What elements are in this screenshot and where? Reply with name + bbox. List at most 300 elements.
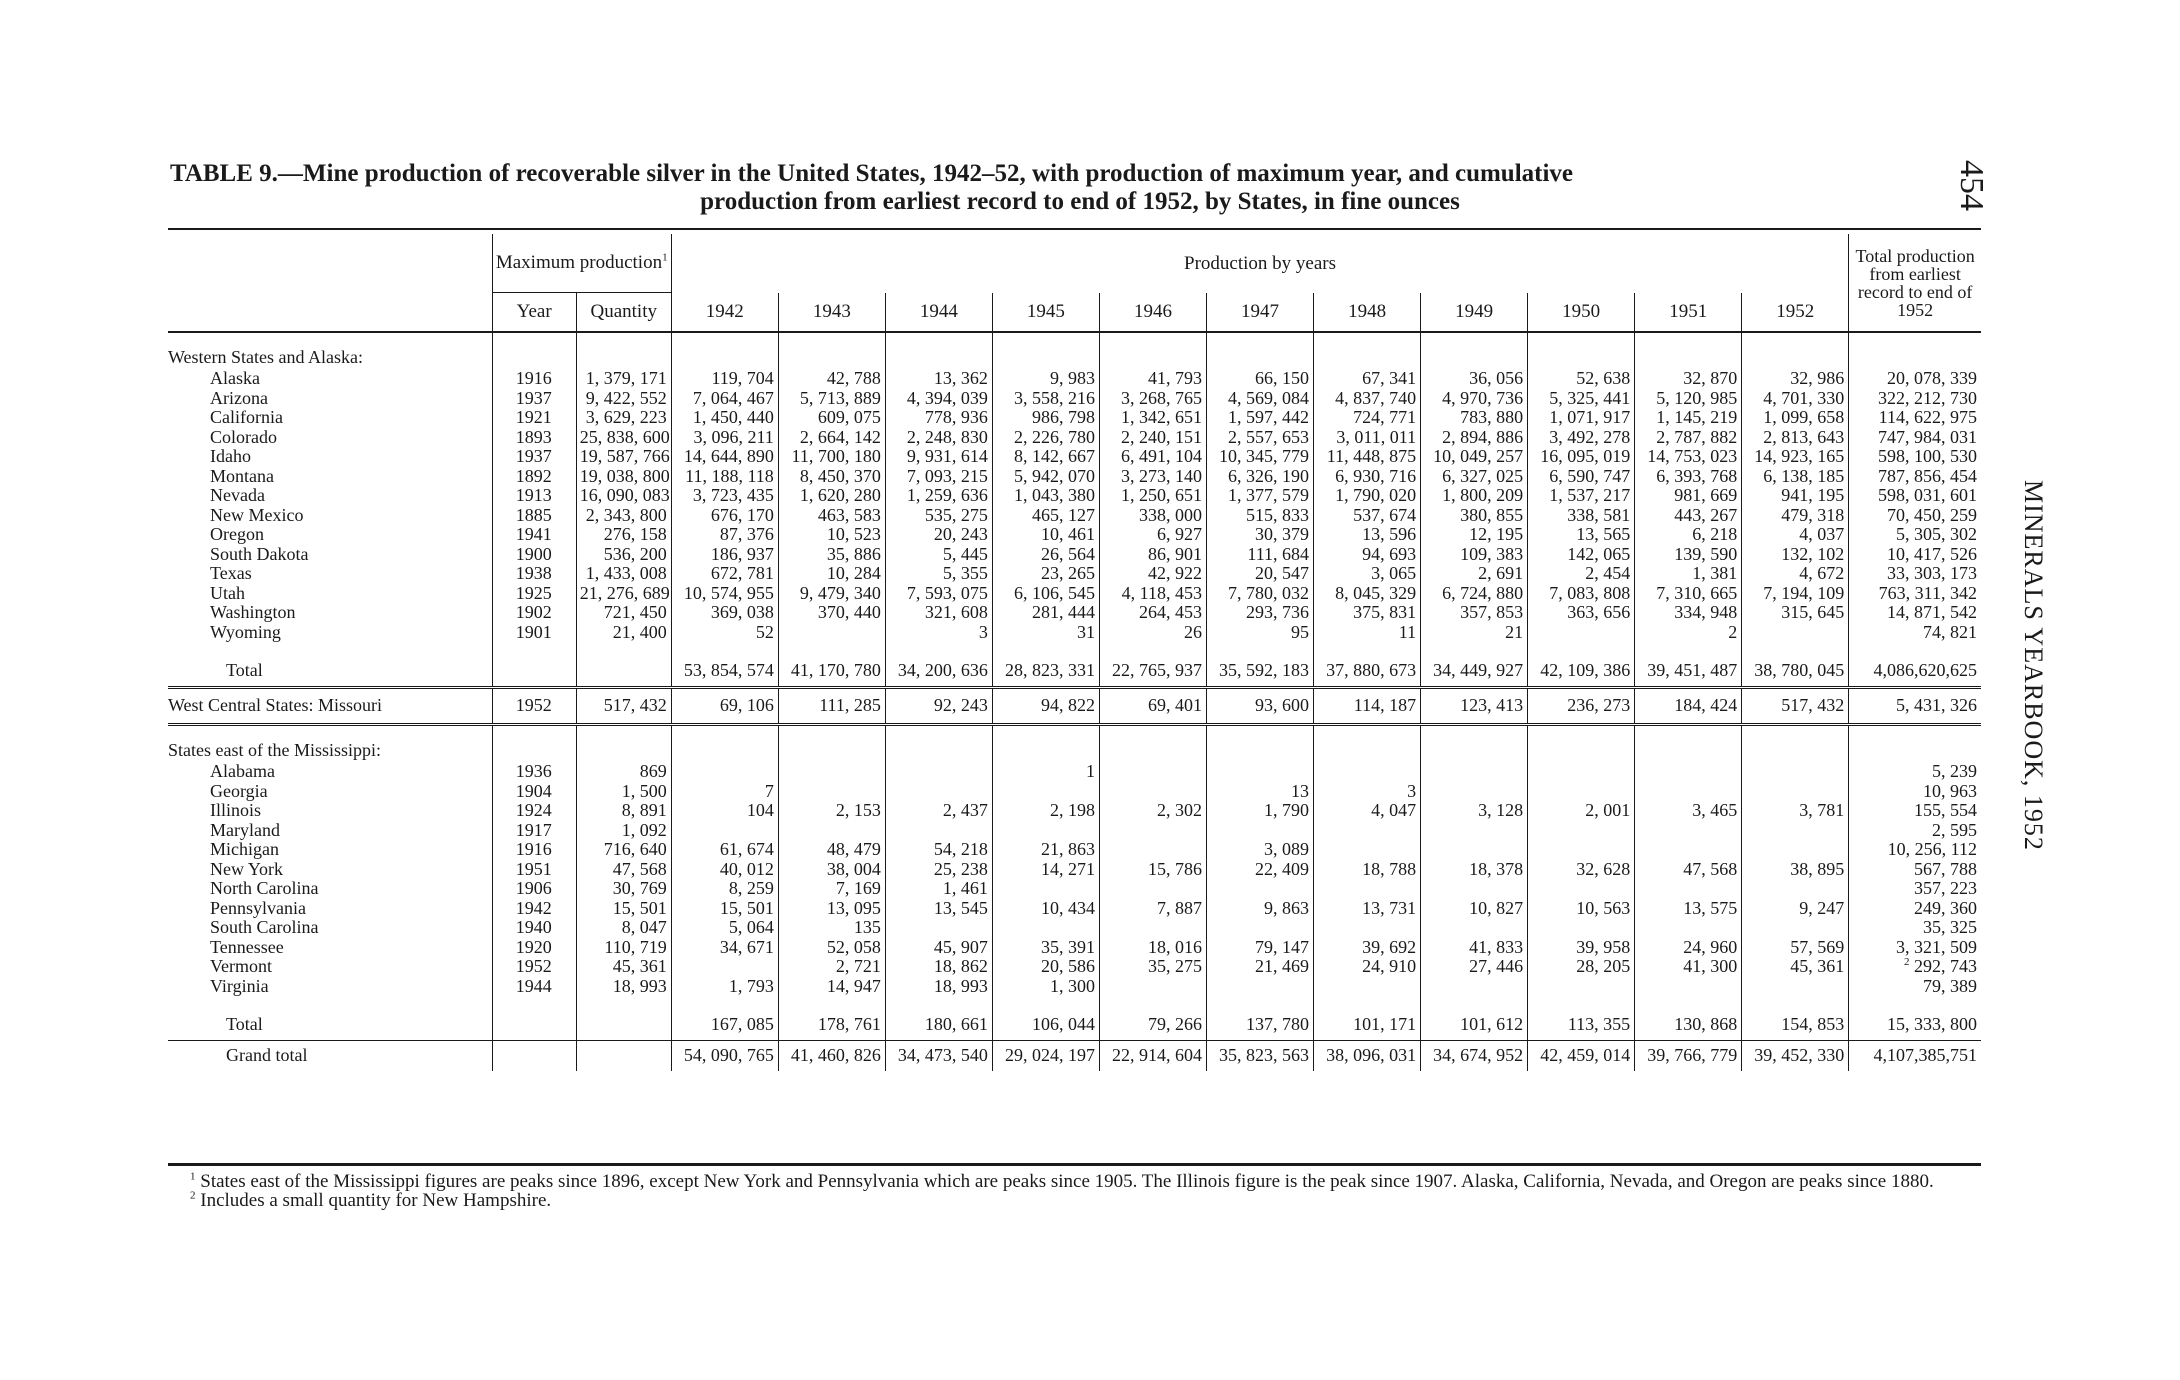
- state-name: Colorado: [210, 427, 277, 447]
- value-1942: 1, 793: [671, 977, 778, 997]
- table-row: [168, 918, 1981, 938]
- value-1945: 31: [992, 623, 1099, 643]
- empty-cell: [778, 347, 885, 369]
- value-1951: [1635, 977, 1742, 997]
- header-year-1946: 1946: [1099, 293, 1206, 333]
- empty-cell: [1099, 996, 1206, 1010]
- cumulative-total: 322, 212, 730: [1849, 389, 1981, 409]
- value-1951: 47, 568: [1635, 860, 1742, 880]
- header-year-1951: 1951: [1635, 293, 1742, 333]
- state-name: Illinois: [210, 801, 262, 820]
- max-year: 1904: [492, 782, 576, 802]
- value-1950: 6, 590, 747: [1528, 467, 1635, 487]
- value-1942: 7: [671, 782, 778, 802]
- value-1952: 7, 194, 109: [1742, 584, 1849, 604]
- empty-cell: [1742, 642, 1849, 656]
- cumulative-total: 3, 321, 509: [1849, 938, 1981, 958]
- value-1949: 1, 800, 209: [1421, 486, 1528, 506]
- value-1951: [1635, 840, 1742, 860]
- value-1945: 281, 444: [992, 603, 1099, 623]
- empty-cell: [1849, 332, 1981, 347]
- empty-cell: [1207, 996, 1314, 1010]
- value-1948: 3, 011, 011: [1314, 428, 1421, 448]
- max-year: 1952: [492, 688, 576, 725]
- state-name: North Carolina: [210, 879, 319, 898]
- empty-cell: [576, 642, 671, 656]
- east-total-row: [168, 1010, 1981, 1041]
- east-total-row-cumulative: 15, 333, 800: [1849, 1010, 1981, 1041]
- empty-cell: [1849, 725, 1981, 741]
- max-year: 1920: [492, 938, 576, 958]
- value-1948: 4, 047: [1314, 801, 1421, 821]
- cumulative-total: 598, 031, 601: [1849, 486, 1981, 506]
- cumulative-total: 357, 223: [1849, 879, 1981, 899]
- value-1949: 12, 195: [1421, 525, 1528, 545]
- cumulative-total: 2, 595: [1849, 821, 1981, 841]
- value-1947: [1207, 918, 1314, 938]
- max-quantity: 25, 838, 600: [576, 428, 671, 448]
- value-1945: 2, 226, 780: [992, 428, 1099, 448]
- value-1944: 18, 993: [885, 977, 992, 997]
- max-year: 1921: [492, 408, 576, 428]
- state-name: Vermont: [210, 957, 272, 976]
- value-1945: 3, 558, 216: [992, 389, 1099, 409]
- empty-cell: [1849, 740, 1981, 762]
- western-total-row-value: 28, 823, 331: [992, 656, 1099, 688]
- cumulative-total: 155, 554: [1849, 801, 1981, 821]
- value-1945: [992, 918, 1099, 938]
- header-maximum-production: Maximum production$^1$: [492, 234, 671, 293]
- value-1951: [1635, 918, 1742, 938]
- east-total-row-value: 101, 612: [1421, 1010, 1528, 1041]
- east-total-row-value: 154, 853: [1742, 1010, 1849, 1041]
- empty-cell: [1421, 347, 1528, 369]
- empty-cell: [1207, 740, 1314, 762]
- empty-cell: [1421, 332, 1528, 347]
- value-1945: [992, 821, 1099, 841]
- table-row: [168, 506, 1981, 526]
- value-1952: 315, 645: [1742, 603, 1849, 623]
- value-1952: [1742, 879, 1849, 899]
- header-year-1942: 1942: [671, 293, 778, 333]
- value-1952: 132, 102: [1742, 545, 1849, 565]
- empty-cell: [492, 347, 576, 369]
- value-1948: 8, 045, 329: [1314, 584, 1421, 604]
- value-1942: 104: [671, 801, 778, 821]
- value-1952: [1742, 977, 1849, 997]
- empty-cell: [1849, 642, 1981, 656]
- value-1943: 10, 523: [778, 525, 885, 545]
- max-year: 1937: [492, 389, 576, 409]
- value-1945: 5, 942, 070: [992, 467, 1099, 487]
- value-1945: [992, 782, 1099, 802]
- grand-total-row-value: 39, 452, 330: [1742, 1041, 1849, 1072]
- value-1951: [1635, 821, 1742, 841]
- grand-total-row-value: 54, 090, 765: [671, 1041, 778, 1072]
- max-quantity: 716, 640: [576, 840, 671, 860]
- empty-cell: [1635, 347, 1742, 369]
- grand-total-row-value: 34, 674, 952: [1421, 1041, 1528, 1072]
- empty-cell: [1528, 725, 1635, 741]
- value-1951: 184, 424: [1635, 688, 1742, 725]
- empty-cell: [492, 332, 576, 347]
- cumulative-total: 5, 239: [1849, 762, 1981, 782]
- value-1952: 14, 923, 165: [1742, 447, 1849, 467]
- value-1946: 338, 000: [1099, 506, 1206, 526]
- value-1948: [1314, 762, 1421, 782]
- empty-cell: [1314, 725, 1421, 741]
- max-quantity: 1, 433, 008: [576, 564, 671, 584]
- value-1949: [1421, 918, 1528, 938]
- value-1950: 5, 325, 441: [1528, 389, 1635, 409]
- state-name: Oregon: [210, 525, 264, 544]
- value-1947: 515, 833: [1207, 506, 1314, 526]
- value-1949: 3, 128: [1421, 801, 1528, 821]
- value-1952: 517, 432: [1742, 688, 1849, 725]
- value-1947: 1, 597, 442: [1207, 408, 1314, 428]
- empty-cell: [1849, 996, 1981, 1010]
- max-quantity: 8, 891: [576, 801, 671, 821]
- empty-cell: [492, 656, 576, 688]
- max-quantity: 16, 090, 083: [576, 486, 671, 506]
- cumulative-total: 747, 984, 031: [1849, 428, 1981, 448]
- empty-cell: [671, 642, 778, 656]
- value-1945: 6, 106, 545: [992, 584, 1099, 604]
- value-1948: 67, 341: [1314, 369, 1421, 389]
- empty-cell: [885, 332, 992, 347]
- value-1951: [1635, 879, 1742, 899]
- value-1943: 13, 095: [778, 899, 885, 919]
- max-year: 1902: [492, 603, 576, 623]
- value-1948: 13, 731: [1314, 899, 1421, 919]
- state-name: Virginia: [210, 976, 269, 996]
- max-quantity: 9, 422, 552: [576, 389, 671, 409]
- value-1947: 30, 379: [1207, 525, 1314, 545]
- value-1947: 2, 557, 653: [1207, 428, 1314, 448]
- value-1945: 1: [992, 762, 1099, 782]
- value-1952: [1742, 840, 1849, 860]
- max-quantity: 536, 200: [576, 545, 671, 565]
- value-1942: 119, 704: [671, 369, 778, 389]
- cumulative-total: 10, 417, 526: [1849, 545, 1981, 565]
- title-line-1: TABLE 9.—Mine production of recoverable silver in the United States, 1942–52, with production of maximum year, and cumulative: [170, 160, 1574, 187]
- max-year: 1913: [492, 486, 576, 506]
- value-1942: 87, 376: [671, 525, 778, 545]
- value-1947: 13: [1207, 782, 1314, 802]
- value-1947: [1207, 879, 1314, 899]
- value-1947: [1207, 977, 1314, 997]
- value-1952: 4, 672: [1742, 564, 1849, 584]
- value-1947: 6, 326, 190: [1207, 467, 1314, 487]
- value-1945: 21, 863: [992, 840, 1099, 860]
- max-quantity: 19, 038, 800: [576, 467, 671, 487]
- table-row: [168, 623, 1981, 643]
- table-row: [168, 428, 1981, 448]
- value-1950: 142, 065: [1528, 545, 1635, 565]
- table-row: [168, 564, 1981, 584]
- east-total-row-value: 113, 355: [1528, 1010, 1635, 1041]
- value-1951: 13, 575: [1635, 899, 1742, 919]
- value-1950: 32, 628: [1528, 860, 1635, 880]
- cumulative-total: 598, 100, 530: [1849, 447, 1981, 467]
- header-production-by-years: Production by years: [671, 234, 1849, 293]
- value-1943: 370, 440: [778, 603, 885, 623]
- spacer: [168, 996, 492, 1010]
- value-1947: 95: [1207, 623, 1314, 643]
- max-year: 1944: [492, 977, 576, 997]
- value-1947: 1, 790: [1207, 801, 1314, 821]
- table-row: [168, 977, 1981, 997]
- empty-cell: [1207, 332, 1314, 347]
- value-1944: 5, 355: [885, 564, 992, 584]
- max-quantity: 110, 719: [576, 938, 671, 958]
- state-name: Wyoming: [210, 622, 281, 642]
- max-year: 1917: [492, 821, 576, 841]
- cumulative-total: 74, 821: [1849, 623, 1981, 643]
- value-1942: 369, 038: [671, 603, 778, 623]
- cumulative-total: 114, 622, 975: [1849, 408, 1981, 428]
- empty-cell: [1207, 642, 1314, 656]
- value-1950: [1528, 840, 1635, 860]
- value-1948: 18, 788: [1314, 860, 1421, 880]
- header-year: Year: [492, 293, 576, 333]
- empty-cell: [1528, 347, 1635, 369]
- max-quantity: 1, 500: [576, 782, 671, 802]
- value-1943: 111, 285: [778, 688, 885, 725]
- value-1946: 3, 273, 140: [1099, 467, 1206, 487]
- western-total-row-value: 22, 765, 937: [1099, 656, 1206, 688]
- value-1952: 1, 099, 658: [1742, 408, 1849, 428]
- cumulative-total: 567, 788: [1849, 860, 1981, 880]
- value-1951: 3, 465: [1635, 801, 1742, 821]
- value-1947: 21, 469: [1207, 957, 1314, 977]
- value-1942: 40, 012: [671, 860, 778, 880]
- table-row: [168, 782, 1981, 802]
- state-name: South Dakota: [210, 544, 309, 564]
- value-1951: 7, 310, 665: [1635, 584, 1742, 604]
- value-1949: [1421, 840, 1528, 860]
- value-1948: 6, 930, 716: [1314, 467, 1421, 487]
- grand-total-row-value: 34, 473, 540: [885, 1041, 992, 1072]
- empty-cell: [1099, 642, 1206, 656]
- spacer: [168, 642, 492, 656]
- value-1948: [1314, 977, 1421, 997]
- value-1945: 465, 127: [992, 506, 1099, 526]
- value-1943: 14, 947: [778, 977, 885, 997]
- western-total-row-value: 34, 200, 636: [885, 656, 992, 688]
- empty-cell: [1421, 642, 1528, 656]
- value-1945: 26, 564: [992, 545, 1099, 565]
- state-name: Nevada: [210, 486, 265, 505]
- empty-cell: [1742, 740, 1849, 762]
- value-1949: 2, 894, 886: [1421, 428, 1528, 448]
- value-1945: 986, 798: [992, 408, 1099, 428]
- western-total-row-cumulative: 4,086,620,625: [1849, 656, 1981, 688]
- value-1944: 13, 362: [885, 369, 992, 389]
- value-1946: [1099, 821, 1206, 841]
- table-row: [168, 408, 1981, 428]
- value-1952: 32, 986: [1742, 369, 1849, 389]
- value-1946: [1099, 762, 1206, 782]
- empty-cell: [576, 347, 671, 369]
- empty-cell: [492, 1041, 576, 1072]
- value-1947: 22, 409: [1207, 860, 1314, 880]
- value-1950: [1528, 918, 1635, 938]
- value-1948: 3: [1314, 782, 1421, 802]
- empty-cell: [992, 347, 1099, 369]
- value-1943: 1, 620, 280: [778, 486, 885, 506]
- value-1942: 7, 064, 467: [671, 389, 778, 409]
- value-1951: 24, 960: [1635, 938, 1742, 958]
- empty-cell: [992, 332, 1099, 347]
- western-heading: Western States and Alaska:: [168, 347, 364, 368]
- state-name: Maryland: [210, 820, 280, 840]
- value-1942: 676, 170: [671, 506, 778, 526]
- value-1947: 1, 377, 579: [1207, 486, 1314, 506]
- state-name: Tennessee: [210, 937, 284, 957]
- state-name: Texas: [210, 564, 252, 583]
- empty-cell: [671, 740, 778, 762]
- grand-total-row-value: 39, 766, 779: [1635, 1041, 1742, 1072]
- value-1944: 25, 238: [885, 860, 992, 880]
- state-name: Montana: [210, 466, 274, 486]
- max-quantity: 1, 092: [576, 821, 671, 841]
- western-total-row-value: 39, 451, 487: [1635, 656, 1742, 688]
- value-1943: 135: [778, 918, 885, 938]
- west-central-label: West Central States: Missouri: [168, 688, 492, 725]
- max-quantity: 3, 629, 223: [576, 408, 671, 428]
- empty-cell: [576, 1010, 671, 1041]
- value-1942: 3, 723, 435: [671, 486, 778, 506]
- value-1948: 13, 596: [1314, 525, 1421, 545]
- state-name: South Carolina: [210, 918, 319, 937]
- value-1946: 15, 786: [1099, 860, 1206, 880]
- east-total-row-value: 130, 868: [1635, 1010, 1742, 1041]
- page-number: 454: [1953, 160, 1990, 211]
- value-1951: 139, 590: [1635, 545, 1742, 565]
- value-1943: 38, 004: [778, 860, 885, 880]
- empty-cell: [778, 740, 885, 762]
- spacer: [168, 332, 492, 347]
- max-quantity: 721, 450: [576, 603, 671, 623]
- empty-cell: [1742, 347, 1849, 369]
- state-name: Washington: [210, 603, 296, 622]
- max-year: 1940: [492, 918, 576, 938]
- value-1943: 2, 664, 142: [778, 428, 885, 448]
- value-1951: 6, 393, 768: [1635, 467, 1742, 487]
- value-1948: 94, 693: [1314, 545, 1421, 565]
- east-total-row-value: 106, 044: [992, 1010, 1099, 1041]
- value-1948: 724, 771: [1314, 408, 1421, 428]
- title-line-2: production from earliest record to end of 1952, by States, in fine ounces: [700, 188, 1460, 215]
- value-1949: 6, 724, 880: [1421, 584, 1528, 604]
- cumulative-total: 249, 360: [1849, 899, 1981, 919]
- east-total-row-value: 167, 085: [671, 1010, 778, 1041]
- value-1950: 1, 071, 917: [1528, 408, 1635, 428]
- value-1950: [1528, 623, 1635, 643]
- value-1948: 11, 448, 875: [1314, 447, 1421, 467]
- value-1943: 7, 169: [778, 879, 885, 899]
- west-central-row: [168, 688, 1981, 725]
- value-1943: [778, 782, 885, 802]
- table-row: [168, 545, 1981, 565]
- value-1944: 7, 593, 075: [885, 584, 992, 604]
- empty-cell: [1742, 332, 1849, 347]
- east-total-row-value: 137, 780: [1207, 1010, 1314, 1041]
- table-row: [168, 447, 1981, 467]
- table-row: [168, 389, 1981, 409]
- value-1949: 27, 446: [1421, 957, 1528, 977]
- value-1951: 1, 145, 219: [1635, 408, 1742, 428]
- value-1944: 4, 394, 039: [885, 389, 992, 409]
- cumulative-total: 14, 871, 542: [1849, 603, 1981, 623]
- max-year: 1938: [492, 564, 576, 584]
- cumulative-total: 35, 325: [1849, 918, 1981, 938]
- value-1949: 2, 691: [1421, 564, 1528, 584]
- max-quantity: 276, 158: [576, 525, 671, 545]
- empty-cell: [1421, 740, 1528, 762]
- western-total-row-value: 38, 780, 045: [1742, 656, 1849, 688]
- max-year: 1951: [492, 860, 576, 880]
- value-1947: 293, 736: [1207, 603, 1314, 623]
- table-row: [168, 840, 1981, 860]
- value-1945: 35, 391: [992, 938, 1099, 958]
- value-1943: 48, 479: [778, 840, 885, 860]
- value-1950: 39, 958: [1528, 938, 1635, 958]
- empty-cell: [576, 656, 671, 688]
- value-1949: 357, 853: [1421, 603, 1528, 623]
- state-name: New Mexico: [210, 505, 304, 525]
- table-row: [168, 860, 1981, 880]
- grand-total-row-label: Grand total: [168, 1041, 492, 1072]
- empty-cell: [778, 725, 885, 741]
- value-1950: 236, 273: [1528, 688, 1635, 725]
- empty-cell: [576, 740, 671, 762]
- max-quantity: 21, 276, 689: [576, 584, 671, 604]
- max-year: 1941: [492, 525, 576, 545]
- value-1947: 10, 345, 779: [1207, 447, 1314, 467]
- value-1946: [1099, 840, 1206, 860]
- value-1952: [1742, 821, 1849, 841]
- table-row: [168, 369, 1981, 389]
- value-1951: 6, 218: [1635, 525, 1742, 545]
- east-total-row-value: 79, 266: [1099, 1010, 1206, 1041]
- value-1945: 8, 142, 667: [992, 447, 1099, 467]
- value-1943: 5, 713, 889: [778, 389, 885, 409]
- empty-cell: [1849, 347, 1981, 369]
- max-year: 1925: [492, 584, 576, 604]
- state-name: Alabama: [210, 762, 275, 781]
- cumulative-total: 10, 963: [1849, 782, 1981, 802]
- empty-cell: [1314, 642, 1421, 656]
- value-1946: [1099, 879, 1206, 899]
- value-1952: 941, 195: [1742, 486, 1849, 506]
- empty-cell: [885, 642, 992, 656]
- value-1946: 7, 887: [1099, 899, 1206, 919]
- state-name: New York: [210, 859, 284, 879]
- western-total-row-label: Total: [226, 660, 263, 681]
- empty-cell: [576, 725, 671, 741]
- value-1944: 45, 907: [885, 938, 992, 958]
- value-1949: [1421, 762, 1528, 782]
- empty-cell: [1528, 996, 1635, 1010]
- value-1951: [1635, 782, 1742, 802]
- value-1949: 783, 880: [1421, 408, 1528, 428]
- header-year-1943: 1943: [778, 293, 885, 333]
- value-1945: 14, 271: [992, 860, 1099, 880]
- value-1945: 94, 822: [992, 688, 1099, 725]
- table-row: [168, 762, 1981, 782]
